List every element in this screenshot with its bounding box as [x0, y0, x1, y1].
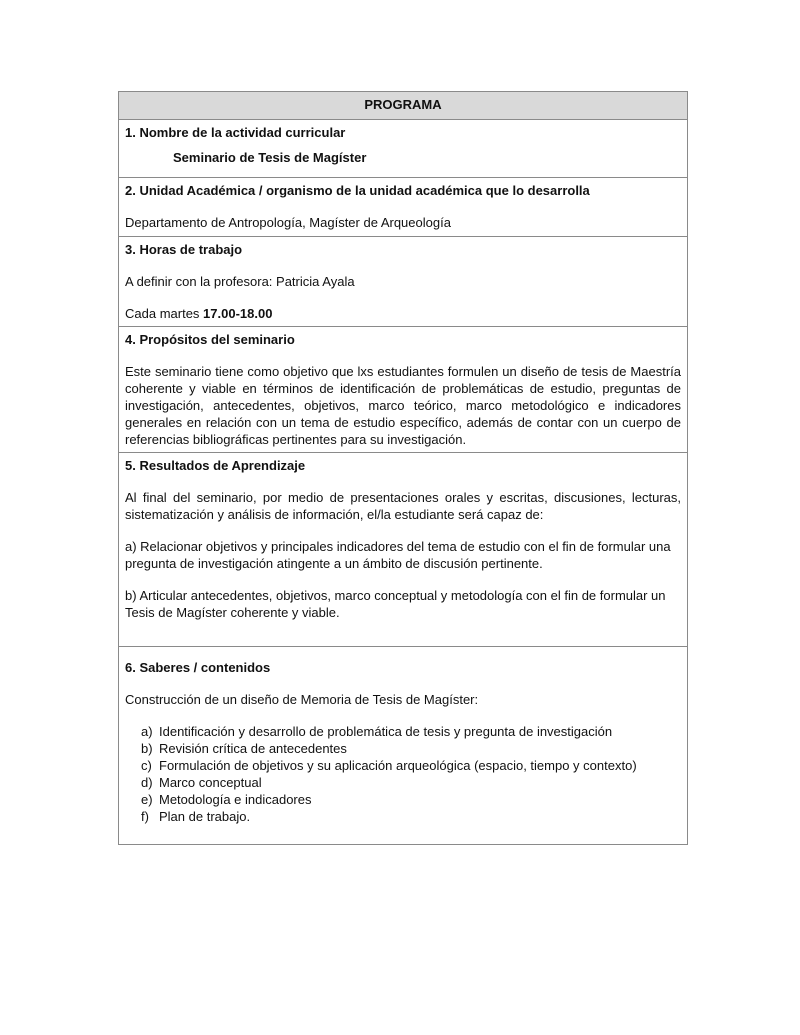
- work-hours-line1: A definir con la profesora: Patricia Ayala: [125, 274, 355, 289]
- section-contents: [119, 646, 687, 844]
- purposes-body: Este seminario tiene como objetivo que lxs estudiantes formulen un diseño de tesis de Maestría coherente y viable en términos de identificación de problemáticas de estudio, preguntas de investigación, antecedentes, objetivos, marco teórico, marco metodológico e indicadores generales en relación con un tema de estudio específico, además de contar con un cuerpo de referencias bibliográficas pertinentes para su investigación.: [125, 364, 681, 447]
- list-item-text: Identificación y desarrollo de problemática de tesis y pregunta de investigación: [159, 724, 613, 739]
- list-item-text: Marco conceptual: [159, 775, 262, 790]
- list-item: [125, 740, 681, 757]
- contents-intro: Construcción de un diseño de Memoria de Tesis de Magíster:: [125, 692, 479, 707]
- section-title: 4. Propósitos del seminario: [125, 332, 295, 347]
- section-work-hours: [119, 236, 687, 326]
- outcome-b: b) Articular antecedentes, objetivos, marco conceptual y metodología con el fin de formular un Tesis de Magíster coherente y viable.: [125, 588, 666, 620]
- program-table: [118, 91, 688, 845]
- list-item: [125, 808, 681, 825]
- section-title: 1. Nombre de la actividad curricular: [125, 125, 346, 140]
- section-activity-name: [119, 119, 687, 177]
- section-title: 3. Horas de trabajo: [125, 242, 243, 257]
- contents-list: [125, 723, 681, 825]
- list-item: [125, 774, 681, 791]
- section-title: 2. Unidad Académica / organismo de la unidad académica que lo desarrolla: [125, 183, 590, 198]
- list-item: [125, 757, 681, 774]
- section-learning-outcomes: [119, 452, 687, 646]
- section-title: 6. Saberes / contenidos: [125, 660, 271, 675]
- list-item-text: Formulación de objetivos y su aplicación arqueológica (espacio, tiempo y contexto): [159, 758, 637, 773]
- section-academic-unit: [119, 177, 687, 236]
- work-hours-line2: [125, 305, 681, 322]
- list-marker: f): [141, 809, 149, 824]
- list-marker: d): [141, 775, 153, 790]
- outcome-a: a) Relacionar objetivos y principales indicadores del tema de estudio con el fin de formular una pregunta de investigación atingente a un ámbito de discusión pertinente.: [125, 539, 671, 571]
- list-item: [125, 723, 681, 740]
- table-header: [119, 92, 687, 119]
- section-purposes: [119, 326, 687, 452]
- list-item: [125, 791, 681, 808]
- academic-unit-value: Departamento de Antropología, Magíster de Arqueología: [125, 215, 451, 230]
- activity-name-value: Seminario de Tesis de Magíster: [173, 150, 367, 165]
- outcomes-intro: Al final del seminario, por medio de presentaciones orales y escritas, discusiones, lecturas, sistematización y análisis de información, el/la estudiante será capaz de:: [125, 490, 681, 522]
- section-title: 5. Resultados de Aprendizaje: [125, 458, 306, 473]
- list-marker: a): [141, 724, 153, 739]
- list-marker: b): [141, 741, 153, 756]
- list-marker: c): [141, 758, 152, 773]
- list-item-text: Metodología e indicadores: [159, 792, 312, 807]
- list-marker: e): [141, 792, 153, 807]
- program-title: PROGRAMA: [364, 97, 442, 112]
- list-item-text: Plan de trabajo.: [159, 809, 251, 824]
- schedule-prefix: Cada martes: [125, 306, 204, 321]
- schedule-time: 17.00-18.00: [203, 306, 273, 321]
- list-item-text: Revisión crítica de antecedentes: [159, 741, 347, 756]
